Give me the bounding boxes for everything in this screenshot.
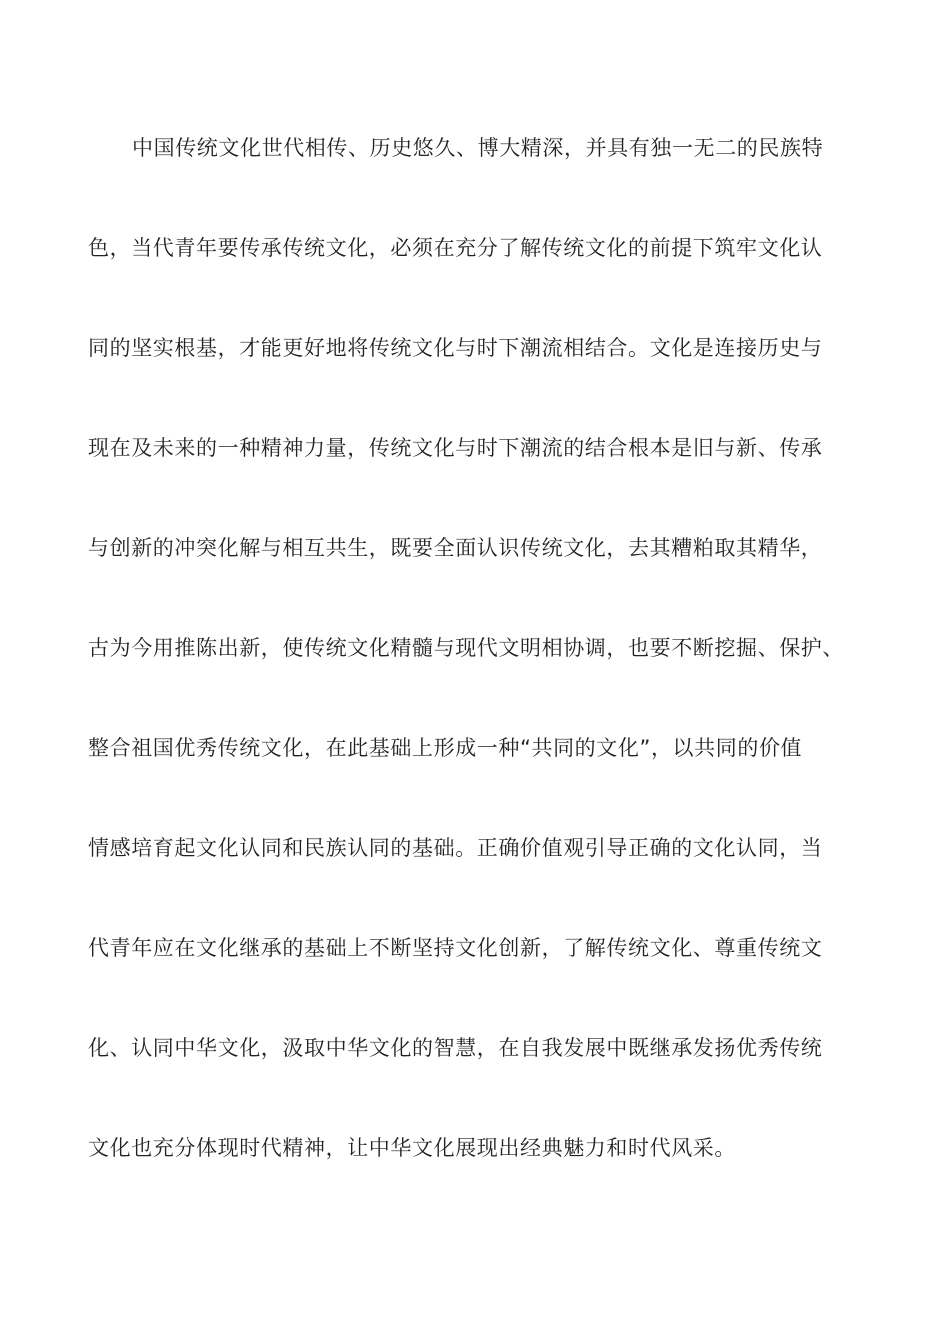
paragraph-line: 现在及未来的一种精神力量，传统文化与时下潮流的结合根本是旧与新、传承 xyxy=(88,436,823,460)
paragraph-line: 同的坚实根基，才能更好地将传统文化与时下潮流相结合。文化是连接历史与 xyxy=(88,336,823,360)
paragraph-line: 代青年应在文化继承的基础上不断坚持文化创新，了解传统文化、尊重传统文 xyxy=(88,936,823,960)
paragraph-line: 化、认同中华文化，汲取中华文化的智慧，在自我发展中既继承发扬优秀传统 xyxy=(88,1036,823,1060)
paragraph-line: 情感培育起文化认同和民族认同的基础。正确价值观引导正确的文化认同，当 xyxy=(88,836,823,860)
paragraph-line: 色，当代青年要传承传统文化，必须在充分了解传统文化的前提下筑牢文化认 xyxy=(88,236,823,260)
paragraph-line: 文化也充分体现时代精神，让中华文化展现出经典魅力和时代风采。 xyxy=(88,1136,736,1160)
body-paragraph xyxy=(88,133,878,1233)
paragraph-line: 中国传统文化世代相传、历史悠久、博大精深，并具有独一无二的民族特 xyxy=(132,136,824,160)
paragraph-line: 整合祖国优秀传统文化，在此基础上形成一种“共同的文化”，以共同的价值 xyxy=(88,736,803,760)
paragraph-line: 与创新的冲突化解与相互共生，既要全面认识传统文化，去其糟粕取其精华， xyxy=(88,536,823,560)
paragraph-line: 古为今用推陈出新，使传统文化精髓与现代文明相协调，也要不断挖掘、保护、 xyxy=(88,636,844,660)
